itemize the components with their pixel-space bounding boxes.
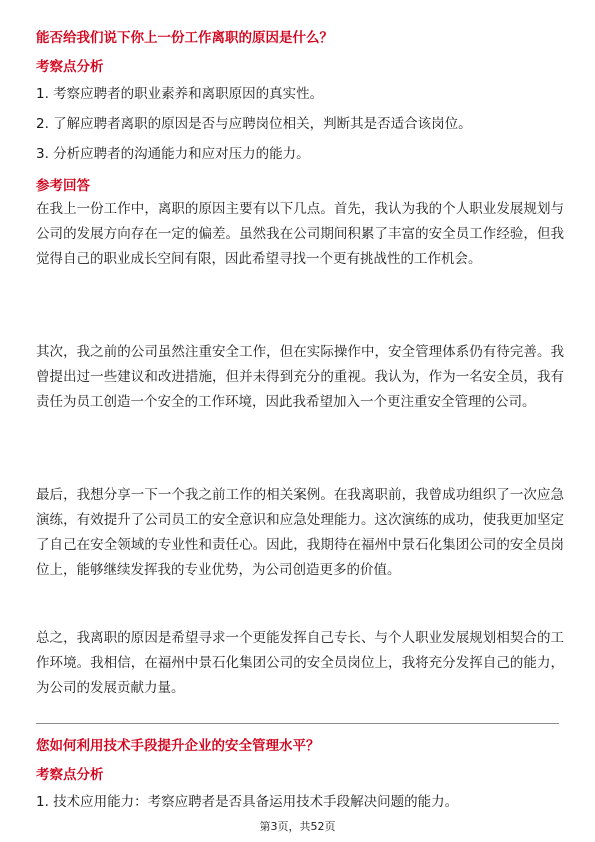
question-1-title: 能否给我们说下你上一份工作离职的原因是什么？ <box>36 30 333 46</box>
question-1-point-1: 1. 考察应聘者的职业素养和离职原因的真实性。 <box>36 86 324 102</box>
section-divider <box>36 723 559 724</box>
page-number: 第3页，共52页 <box>259 820 336 833</box>
question-2-analysis-heading: 考察点分析 <box>36 767 104 783</box>
answer-paragraph-3: 最后，我想分享一下一个我之前工作的相关案例。在我离职前，我曾成功组织了一次应急演练，有效提升了公司员工的安全意识和应急处理能力。这次演练的成功，使我更加坚定了自己在安全领域的专业性和责任心。因此，我期待在福州中景石化集团公司的安全员岗位上，能够继续发挥我的专业优势，为公司创造更多的价值。 <box>36 487 564 578</box>
question-1-point-3: 3. 分析应聘者的沟通能力和应对压力的能力。 <box>36 146 310 162</box>
question-1-answer-heading: 参考回答 <box>36 178 90 194</box>
answer-paragraph-2: 其次，我之前的公司虽然注重安全工作，但在实际操作中，安全管理体系仍有待完善。我曾提出过一些建议和改进措施，但并未得到充分的重视。我认为，作为一名安全员，我有责任为员工创造一个安全的工作环境，因此我希望加入一个更注重安全管理的公司。 <box>36 344 564 410</box>
question-1-point-2: 2. 了解应聘者离职的原因是否与应聘岗位相关，判断其是否适合该岗位。 <box>36 116 472 132</box>
question-1-analysis-heading: 考察点分析 <box>36 59 104 75</box>
answer-paragraph-4: 总之，我离职的原因是希望寻求一个更能发挥自己专长、与个人职业发展规划相契合的工作环境。我相信，在福州中景石化集团公司的安全员岗位上，我将充分发挥自己的能力，为公司的发展贡献力量。 <box>36 630 564 696</box>
answer-paragraph-1: 在我上一份工作中，离职的原因主要有以下几点。首先，我认为我的个人职业发展规划与公司的发展方向存在一定的偏差。虽然我在公司期间积累了丰富的安全员工作经验，但我觉得自己的职业成长空间有限，因此希望寻找一个更有挑战性的工作机会。 <box>36 201 564 267</box>
question-2-point-1: 1. 技术应用能力：考察应聘者是否具备运用技术手段解决问题的能力。 <box>36 794 459 810</box>
question-2-title: 您如何利用技术手段提升企业的安全管理水平？ <box>36 738 320 754</box>
